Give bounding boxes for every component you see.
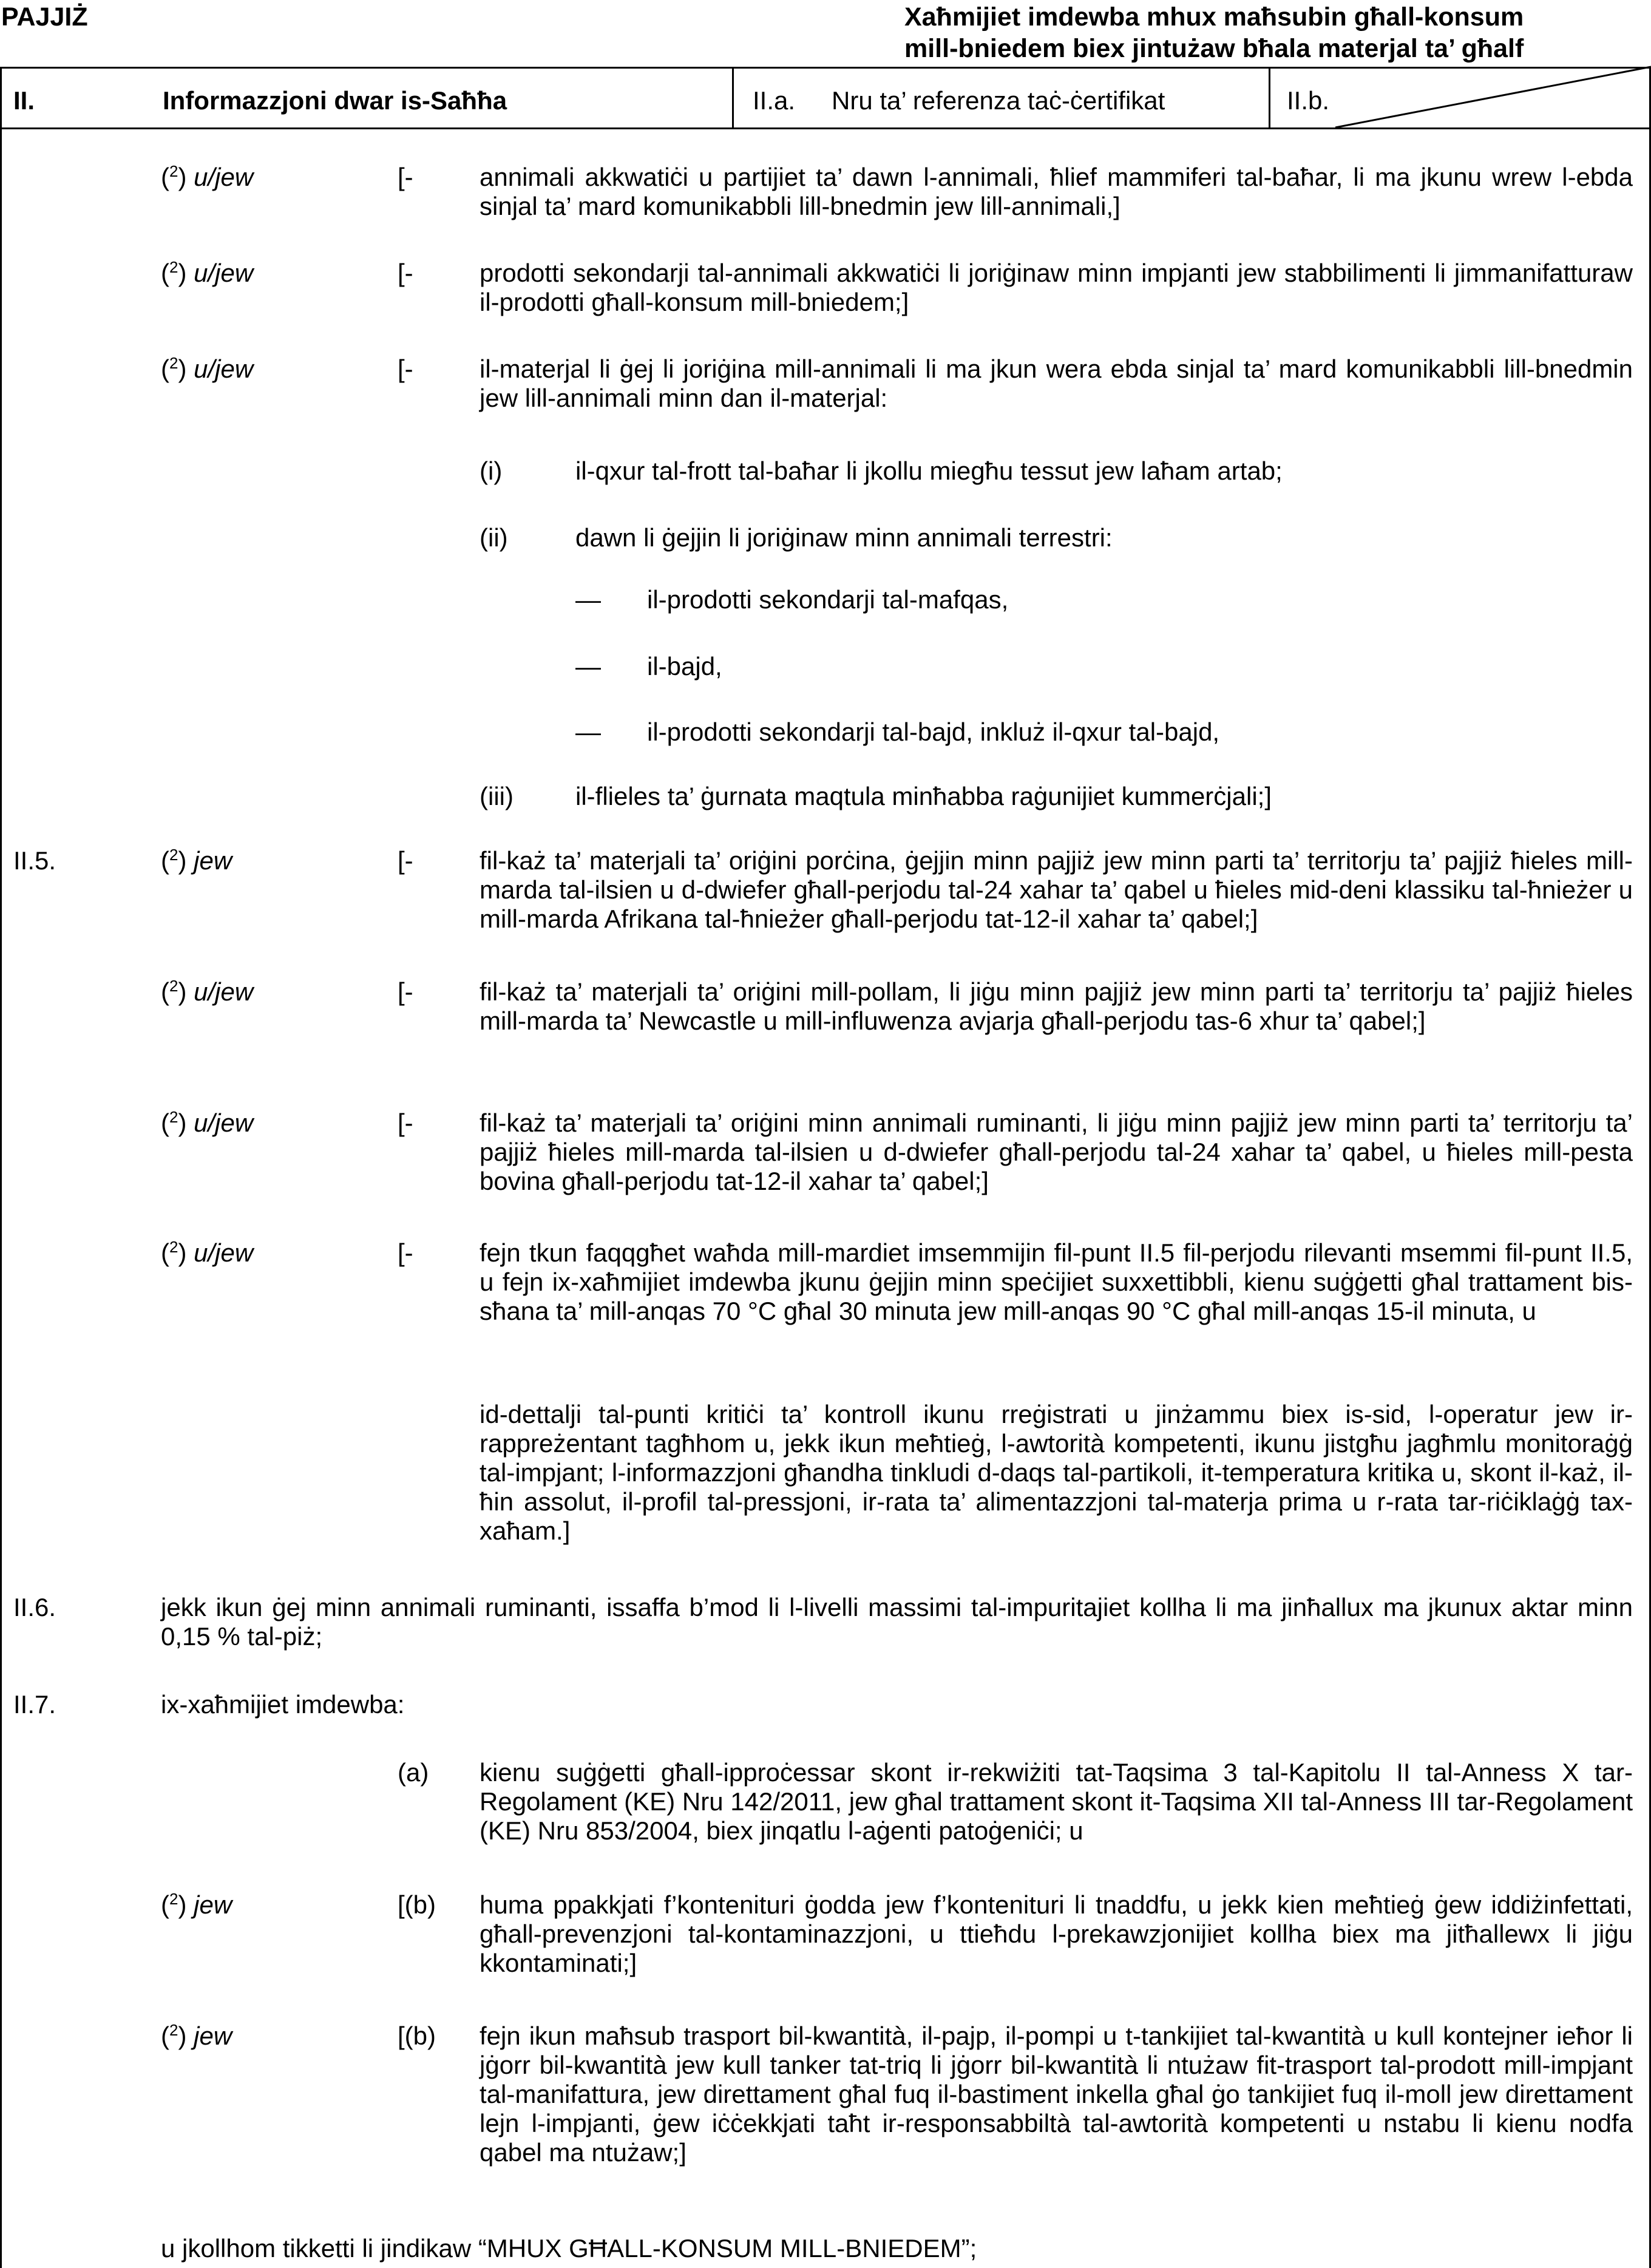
b2-text: fejn ikun maħsub trasport bil-kwantità, il-pajp, il-pompi u t-tankijiet tal-kwantità u kull kontejner ieħor li jġorr bil-kwantità jew kull tanker tat-triq li jġorr bil-kwantità li ntużaw fit-trasport tal-prodott mill-impjant tal-manifattura, jew direttament għal fuq il-bastiment inkella għal ġo tankijiet fuq il-moll jew direttament lejn l-impjanti, ġew iċċekkjati taħt ir-responsabbiltà tal-awtorità kompetenti u nstabu li kienu nodfa qabel ma ntużaw;] (480, 2022, 1633, 2167)
iib-label: II.b. (1287, 86, 1330, 115)
p1-bracket: [- (398, 163, 413, 191)
dash-3-text: il-prodotti sekondarji tal-bajd, inkluż il-qxur tal-bajd, (647, 718, 1220, 746)
s5c-marker: ($^2$) u/jew (161, 1108, 254, 1137)
frame-left (0, 127, 2, 2268)
item-a-text: kienu suġġetti għall-ipproċessar skont ir-rekwiżiti tat-Taqsima 3 tal-Kapitolu II tal-Anness X tar-Regolament (KE) Nru 142/2011, jew għal trattament skont it-Taqsima XII tal-Anness III tar-Regolament (KE) Nru 853/2004, biex jinqatlu l-aġenti patoġeniċi; u (480, 1758, 1633, 1845)
b1-text: huma ppakkjati f’kontenituri ġodda jew f’kontenituri li tnaddfu, u jekk kien meħtieġ ġew iddiżinfettati, għall-prevenzjoni tal-kontaminazzjoni, u ttieħdu l-prekawzjonijiet kollha biex ma jitħallewx li jiġu kkontaminati;] (480, 1890, 1633, 1977)
item-iii-text: il-flieles ta’ ġurnata maqtula minħabba raġunijiet kummerċjali;] (575, 782, 1272, 810)
s5c-bracket: [- (398, 1109, 413, 1137)
s5-text: fil-każ ta’ materjali ta’ oriġini porċina, ġejjin minn pajjiż jew minn parti ta’ territorju ta’ pajjiż ħieles mill-marda tal-ilsien u d-dwiefer għall-perjodu tal-24 xahar ta’ qabel u ħieles mid-deni klassiku tal-ħnieżer u mill-marda Afrikana tal-ħnieżer għall-perjodu tat-12-il xahar ta’ qabel;] (480, 846, 1633, 933)
dash-1-text: il-prodotti sekondarji tal-mafqas, (647, 585, 1009, 614)
item-ii-label: (ii) (480, 523, 508, 552)
p1-marker: ($^2$) u/jew (161, 162, 254, 191)
s5b-marker: ($^2$) u/jew (161, 977, 254, 1006)
s5d-marker: ($^2$) u/jew (161, 1238, 254, 1267)
s5c-text: fil-każ ta’ materjali ta’ oriġini minn annimali ruminanti, li jiġu minn pajjiż jew minn parti ta’ territorju ta’ pajjiż ħieles mill-marda tal-ilsien u d-dwiefer għall-perjodu tal-24 xahar ta’ qabel, u ħieles mill-pesta bovina għall-perjodu tat-12-il xahar ta’ qabel;] (480, 1109, 1633, 1195)
s5-marker: ($^2$) jew (161, 846, 232, 875)
ref-text: Nru ta’ referenza taċ-ċertifikat (832, 86, 1165, 115)
p2-text: prodotti sekondarji tal-annimali akkwatiċi li joriġinaw minn impjanti jew stabbilimenti li jimmanifatturaw il-prodotti għall-konsum mill-bniedem;] (480, 259, 1633, 316)
document-title-line1: Xaħmijiet imdewba mhux maħsubin għall-konsum (904, 2, 1524, 32)
b2-label: [(b) (398, 2022, 436, 2050)
p3-bracket: [- (398, 355, 413, 383)
b1-label: [(b) (398, 1890, 436, 1919)
s7-number: II.7. (13, 1690, 56, 1719)
dash-3: — (575, 718, 601, 746)
s5b-text: fil-każ ta’ materjali ta’ oriġini mill-pollam, li jiġu minn pajjiż jew minn parti ta’ territorju ta’ pajjiż ħieles mill-marda ta’ Newcastle u mill-influwenza avjarja għall-perjodu tas-6 xhur ta’ qabel;] (480, 977, 1633, 1035)
dash-2-text: il-bajd, (647, 652, 722, 681)
s5b-bracket: [- (398, 977, 413, 1006)
s5-bracket: [- (398, 846, 413, 875)
b2-marker: ($^2$) jew (161, 2021, 232, 2050)
p2-marker: ($^2$) u/jew (161, 258, 254, 287)
s6-number: II.6. (13, 1593, 56, 1621)
item-i-text: il-qxur tal-frott tal-baħar li jkollu miegħu tessut jew laħam artab; (575, 457, 1283, 485)
item-i-label: (i) (480, 457, 503, 485)
country-label: PAJJIŻ (1, 2, 88, 32)
s5d-text: fejn tkun faqqgħet waħda mill-mardiet imsemmijin fil-punt II.5 fil-perjodu rilevanti msemmi fil-punt II.5, u fejn ix-xaħmijiet imdewba jkunu ġejjin minn speċijiet suxxettibbli, kienu suġġetti għal trattament bis-sħana ta’ mill-anqas 70 °C għal 30 minuta jew mill-anqas 90 °C għal mill-anqas 15-il minuta, u (480, 1238, 1633, 1325)
s5d-bracket: [- (398, 1238, 413, 1267)
label-requirement-text: u jkollhom tikketti li jindikaw “MHUX GĦALL-KONSUM MILL-BNIEDEM”; (161, 2234, 977, 2263)
p3-marker: ($^2$) u/jew (161, 354, 254, 383)
s7-text: ix-xaħmijiet imdewba: (161, 1690, 405, 1719)
ref-label: II.a. (753, 86, 796, 115)
item-iii-label: (iii) (480, 782, 514, 810)
b1-marker: ($^2$) jew (161, 1890, 232, 1919)
section-name: Informazzjoni dwar is-Saħħa (163, 86, 507, 115)
dash-1: — (575, 585, 601, 614)
p1-text: annimali akkwatiċi u partijiet ta’ dawn l-annimali, ħlief mammiferi tal-baħar, li ma jkunu wrew l-ebda sinjal ta’ mard komunikabbli lill-bnedmin jew lill-annimali,] (480, 163, 1633, 220)
p3-text: il-materjal li ġej li joriġina mill-annimali li ma jkun wera ebda sinjal ta’ mard komunikabbli lill-bnedmin jew lill-annimali minn dan il-materjal: (480, 355, 1633, 412)
dash-2: — (575, 652, 601, 681)
s5-number: II.5. (13, 846, 56, 875)
section-number: II. (13, 86, 35, 115)
s5d-details: id-dettalji tal-punti kritiċi ta’ kontroll ikunu rreġistrati u jinżammu biex is-sid, l-operatur jew ir-rappreżentant tagħhom u, jekk ikun meħtieġ, l-awtorità kompetenti, ikunu jistgħu jagħmlu monitoraġġ tal-impjant; l-informazzjoni għandha tinkludi d-daqs tal-partikoli, it-temperatura kritika u, skont il-każ, il-ħin assolut, il-profil tal-pressjoni, ir-rata ta’ alimentazzjoni tal-materja prima u r-rata tar-riċiklaġġ tax-xaħam.] (480, 1400, 1633, 1545)
s6-text: jekk ikun ġej minn annimali ruminanti, issaffa b’mod li l-livelli massimi tal-impuritajiet kollha li ma jinħallux ma jkunux aktar minn 0,15 % tal-piż; (161, 1593, 1633, 1651)
p2-bracket: [- (398, 259, 413, 287)
item-ii-text: dawn li ġejjin li joriġinaw minn annimali terrestri: (575, 523, 1113, 552)
item-a-label: (a) (398, 1758, 429, 1787)
document-title-line2: mill-bniedem biex jintużaw bħala materjal ta’ għalf (904, 34, 1524, 63)
